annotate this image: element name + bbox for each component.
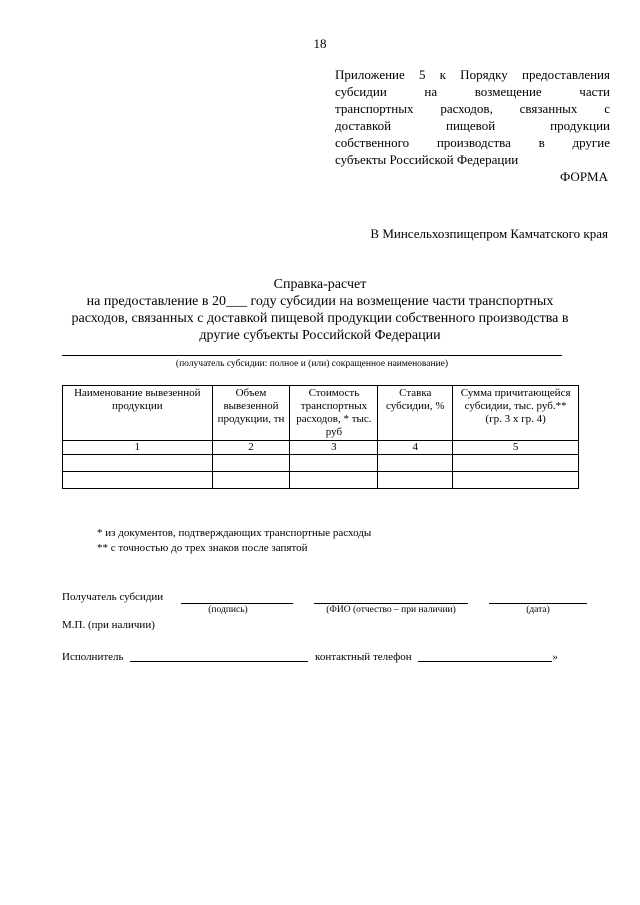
name-caption: (ФИО (отчество – при наличии) — [326, 605, 456, 615]
signature-caption: (подпись) — [208, 605, 248, 615]
signature-label: Получатель субсидии — [62, 591, 164, 603]
appendix-line: собственного производства в другие — [335, 135, 610, 150]
column-number: 5 — [453, 441, 579, 455]
phone-label: контактный телефон — [315, 651, 412, 663]
header-volume: Объем вывезенной продукции, тн — [212, 386, 290, 441]
column-number: 3 — [290, 441, 378, 455]
header-rate: Ставка субсидии, % — [378, 386, 453, 441]
table-cell[interactable] — [378, 472, 453, 489]
recipient-caption: (получатель субсидии: полное и (или) сокращенное наименование) — [175, 359, 449, 369]
title-line: Справка-расчет — [273, 277, 367, 292]
name-line[interactable] — [314, 603, 468, 604]
document-title — [40, 276, 600, 344]
title-line: другие субъекты Российской Федерации — [199, 328, 441, 343]
appendix-line: транспортных расходов, связанных с — [335, 101, 610, 116]
closing-quote: » — [552, 651, 558, 663]
executor-line[interactable] — [130, 651, 308, 662]
footnote: * из документов, подтверждающих транспортные расходы — [97, 527, 372, 539]
executor-label: Исполнитель — [62, 651, 124, 663]
seal-label: М.П. (при наличии) — [62, 619, 155, 631]
table-cell[interactable] — [453, 455, 579, 472]
addressee: В Минсельхозпищепром Камчатского края — [370, 226, 608, 241]
title-line: на предоставление в 20___ году субсидии на возмещение части транспортных — [86, 294, 554, 309]
executor-row — [62, 651, 558, 663]
form-label: ФОРМА — [560, 169, 608, 184]
appendix-line: субъекты Российской Федерации — [335, 152, 519, 167]
table-row — [63, 455, 579, 472]
date-caption: (дата) — [526, 605, 550, 615]
column-number: 4 — [378, 441, 453, 455]
phone-line[interactable] — [418, 651, 552, 662]
recipient-line — [62, 355, 562, 356]
header-cost: Стоимость транспортных расходов, * тыс. руб — [290, 386, 378, 441]
table-header-row — [63, 386, 579, 441]
header-product: Наименование вывезенной продукции — [63, 386, 213, 441]
table-cell[interactable] — [290, 472, 378, 489]
footnotes — [97, 526, 371, 556]
signature-line[interactable] — [181, 603, 293, 604]
header-sum: Сумма причитающейся субсидии, тыс. руб.** (гр. 3 х гр. 4) — [453, 386, 579, 441]
appendix-line: субсидии на возмещение части — [335, 84, 610, 99]
table-cell[interactable] — [290, 455, 378, 472]
column-number: 2 — [212, 441, 290, 455]
footnote: ** с точностью до трех знаков после запятой — [97, 542, 308, 554]
date-line[interactable] — [489, 603, 587, 604]
table-cell[interactable] — [212, 455, 290, 472]
title-line: расходов, связанных с доставкой пищевой продукции собственного производства в — [71, 311, 569, 326]
table-cell[interactable] — [378, 455, 453, 472]
table-number-row — [63, 441, 579, 455]
table-cell[interactable] — [63, 455, 213, 472]
table-cell[interactable] — [63, 472, 213, 489]
appendix-line: доставкой пищевой продукции — [335, 118, 610, 133]
appendix-header — [335, 66, 610, 168]
calculation-table — [62, 385, 579, 489]
page-number: 18 — [313, 36, 327, 51]
table-cell[interactable] — [212, 472, 290, 489]
appendix-line: Приложение 5 к Порядку предоставления — [335, 67, 610, 82]
column-number: 1 — [63, 441, 213, 455]
table-row — [63, 472, 579, 489]
table-cell[interactable] — [453, 472, 579, 489]
